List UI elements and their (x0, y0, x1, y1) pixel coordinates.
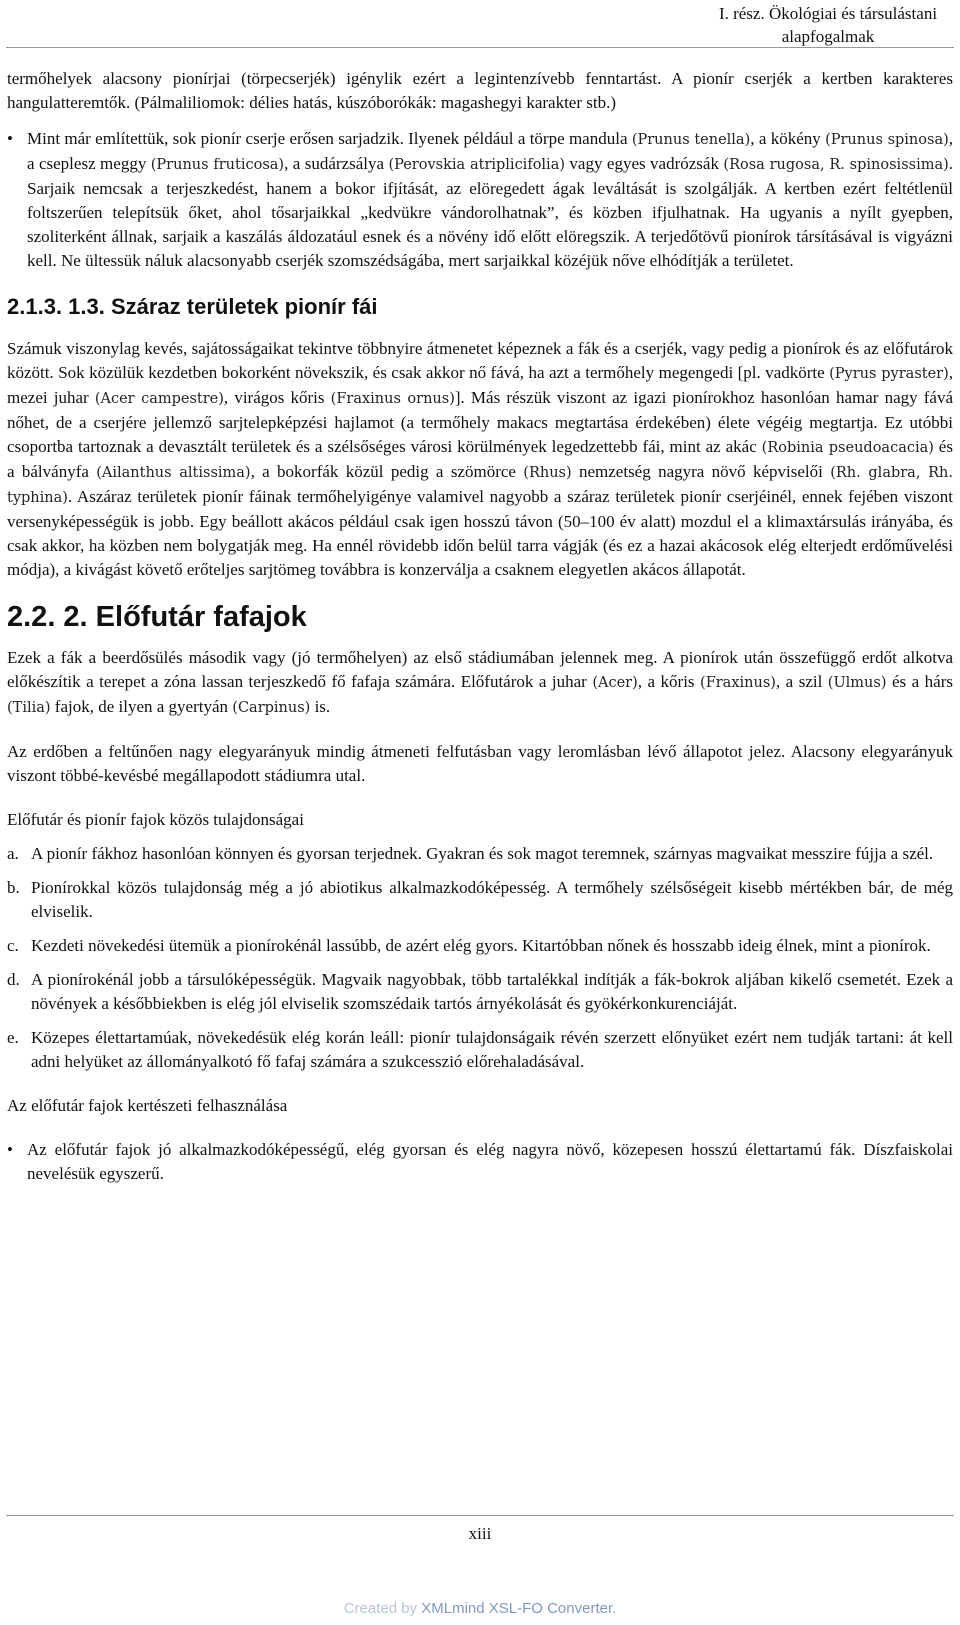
list-item-text: Kezdeti növekedési ütemük a pionírokénál lassúbb, de azért elég gyors. Kitartóbban nőnek és hosszabb ideig élnek, mint a pionírok. (31, 936, 931, 955)
dry-areas-paragraph: Számuk viszonylag kevés, sajátosságaikat tekintve többnyire átmenetet képeznek a fák és a cserjék, vagy pedig a pionírok és az előfutárok között. Sok közülük kezdetben bokorként növekszik, és csak akkor nő fává, ha azt a termőhely megengedi [pl. vadkörte (Pyrus pyraster), mezei juhar (Acer campestre), virágos kőris (Fraxinus ornus)]. Más részük viszont az igazi pionírokhoz hasonlóan hamar nagy fává nőhet, de a cserjére jellemző sarjtelepképzési hajlamot (a termőhely makacs megtartása érdekében) élete végéig megtartja. Ez utóbbi csoportba tartoznak a devasztált területek és a szélsőséges városi körülmények legedzettebb fái, mint az akác (Robinia pseudoacacia) és a bálványfa (Ailanthus altissima), a bokorfák közül pedig a szömörce (Rhus) nemzetség nagyra növő képviselői (Rh. glabra, Rh. typhina). Aszáraz területek pionír fáinak termőhelyigénye valamivel nagyobb a száraz területek pionír cserjéinél, ennek fejében viszont versenyképességük is jobb. Egy beállott akácos például csak igen hosszú távon (50–100 év alatt) mozdul el a klimaxtársulás irányába, és csak akkor, ha közben nem bolygatják meg. Ha ennél rövidebb időn belül tarra vágják (és ez a hazai akácosok elég elterjedt erdőművelési módja), a kivágást követő erőteljes sarjtömeg továbbra is konzerválja a csaknem elegyetlen akácos állapotát. (7, 339, 954, 579)
section-heading-22: 2.2. 2. Előfutár fafajok (7, 601, 307, 633)
footer-divider (6, 1515, 954, 1516)
page-header (0, 0, 960, 49)
scientific-name: (Acer) (592, 675, 638, 691)
section-heading-213: 2.1.3. 1.3. Száraz területek pionír fái (7, 294, 378, 319)
scientific-name: (Ulmus) (827, 675, 887, 691)
list-item (7, 934, 953, 958)
list-item-marker: e. (7, 1028, 19, 1047)
list-item-text: Közepes élettartamúak, növekedésük elég korán leáll: pionír tulajdonságaik révén szerzett előnyüket ezért nem tudják tartani: át kell adni helyüket az állományalkotó fő fafaj számára a szukcesszió előrehaladásával. (31, 1028, 953, 1071)
garden-use-title: Az előfutár fajok kertészeti felhasználása (7, 1096, 288, 1115)
scientific-name: (Pyrus pyraster) (829, 366, 949, 382)
scientific-name: (Perovskia atriplicifolia) (388, 157, 565, 173)
list-item-text: A pionír fákhoz hasonlóan könnyen és gyorsan terjednek. Gyakran és sok magot teremnek, szárnyas magvaikat messzire fújja a szél. (31, 844, 934, 863)
scientific-name: (Prunus tenella) (631, 132, 751, 148)
scientific-name: (Carpinus) (232, 700, 311, 716)
list-item (7, 876, 953, 924)
page-number: xiii (468, 1524, 492, 1543)
running-header (718, 2, 938, 48)
scientific-name: (Acer campestre) (94, 391, 224, 407)
list-item (7, 842, 953, 866)
scientific-name: (Prunus spinosa) (825, 132, 949, 148)
list-item-marker: b. (7, 878, 20, 897)
ratio-paragraph: Az erdőben a feltűnően nagy elegyarányuk mindig átmeneti felfutásban vagy leromlásban lévő állapotot jelez. Alacsony elegyarányuk viszont többé-kevésbé megállapodott stádiumra utal. (7, 742, 953, 785)
header-title-line1: I. rész. Ökológiai és társulástani (718, 4, 938, 23)
list-item-text: A pionírokénál jobb a társulóképességük. Magvaik nagyobbak, több tartalékkal indítják a fák-bokrok aljában kikelő csemetét. Ezek a növények a későbbiekben is elég jól elviselik szomszédaik tartós árnyékolását és gyökérkonkurenciáját. (31, 970, 953, 1013)
pioneer-species-paragraph: Ezek a fák a beerdősülés második vagy (jó termőhelyen) az első stádiumában jelennek meg. A pionírok után összefüggő erdőt alkotva előkészítik a terepet a zóna lassan terjeszkedő fő fafaja számára. Előfutárok a juhar (Acer), a kőris (Fraxinus), a szil (Ulmus) és a hárs (Tilia) fajok, de ilyen a gyertyán (Carpinus) is. (7, 648, 953, 716)
list-item-marker: d. (7, 970, 20, 989)
bullet-paragraph-garden-use: • Az előfutár fajok jó alkalmazkodóképességű, elég gyorsan és elég nagyra növő, közepesen hosszú élettartamú fák. Díszfaiskolai nevelésük egyszerű. (7, 1138, 953, 1186)
intro-paragraph: termőhelyek alacsony pionírjai (törpecserjék) igénylik ezért a legintenzívebb fenntartást. A pionír cserjék a kertben karakteres hangulatteremtők. (Pálmaliliomok: délies hatás, kúszóborókák: magashegyi karakter stb.) (7, 69, 953, 112)
scientific-name: (Robinia pseudoacacia) (761, 440, 934, 456)
scientific-name: (Rh. glabra, Rh. typhina) (7, 465, 953, 506)
credit-prefix: Created by (343, 1600, 418, 1617)
scientific-name: (Rosa rugosa, R. spinosissima) (723, 157, 949, 173)
scientific-name: (Fraxinus ornus) (330, 391, 455, 407)
page-content (7, 67, 953, 1186)
header-title-line2: alapfogalmak (781, 27, 875, 46)
scientific-name: (Fraxinus) (700, 675, 776, 691)
scientific-name: (Prunus fruticosa) (150, 157, 285, 173)
credit-brand-link[interactable]: XMLmind XSL-FO Converter. (421, 1600, 617, 1617)
list-item-marker: a. (7, 844, 19, 863)
common-properties-title: Előfutár és pionír fajok közös tulajdonságai (7, 810, 304, 829)
scientific-name: (Tilia) (7, 700, 51, 716)
list-item (7, 968, 953, 1016)
scientific-name: (Ailanthus altissima) (96, 465, 251, 481)
scientific-name: (Rhus) (523, 465, 572, 481)
converter-credit (0, 1600, 960, 1617)
list-item-marker: c. (7, 936, 19, 955)
header-divider (6, 47, 954, 48)
list-item (7, 1026, 953, 1074)
properties-list (7, 842, 953, 1074)
list-item-text: Pionírokkal közös tulajdonság még a jó abiotikus alkalmazkodóképesség. A termőhely szélsőségeit kisebb mértékben bár, de még elviselik. (31, 878, 953, 921)
bullet-paragraph-sprouting: • Mint már említettük, sok pionír cserje erősen sarjadzik. Ilyenek például a törpe mandula (Prunus tenella), a kökény (Prunus spinosa), a cseplesz meggy (Prunus fruticosa), a sudárzsálya (Perovskia atriplicifolia) vagy egyes vadrózsák (Rosa rugosa, R. spinosissima). Sarjaik nemcsak a terjeszkedést, hanem a bokor ifjítását, az elöregedett ágak leváltását is szolgálják. A kertben ezért feltétlenül foltszerűen telepítsük őket, ahol tősarjaikkal „kedvükre vándorolhatnak”, és közben ifjulhatnak. Ha ugyanis a nyílt gyepben, szoliterként állnak, sarjaik a kaszálás áldozatául esnek és a növény idő előtt elöregszik. A terjedőtövű pionírok társításával is vigyázni kell. Ne ültessük náluk alacsonyabb cserjék szomszédságába, mert sarjaikkal közéjük nőve elhódítják a területet. (7, 127, 953, 273)
